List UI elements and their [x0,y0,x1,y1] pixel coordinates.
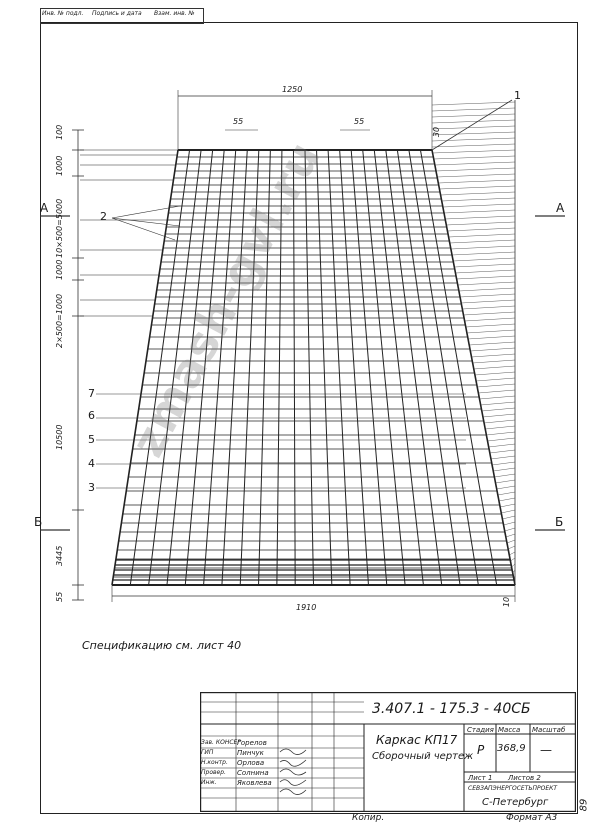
side-view-hatch [485,426,515,429]
dim-gap-left: 55 [233,117,244,126]
stamp-cell-2: Подпись и дата [92,10,142,17]
side-view-hatch [493,468,515,471]
side-view-hatch [443,204,515,207]
side-view-hatch [504,522,515,525]
dim-left-7: 3445 [55,545,64,566]
side-view-hatch [474,366,515,369]
side-view-hatch [471,354,515,357]
side-view-hatch [463,312,515,315]
side-view-hatch [437,174,515,177]
side-view-hatch [433,150,515,153]
side-view-hatch [506,534,515,537]
document-subtitle: Сборочный чертеж [372,751,474,762]
position-label-3: 3 [88,481,95,494]
role-2: ГИП [201,749,214,756]
side-view-hatch [436,168,515,171]
side-view-hatch [439,186,515,189]
side-view-hatch [450,240,515,243]
role-5: Инж. [201,779,217,786]
dim-left-2: 1000 [55,155,64,176]
side-view-hatch [509,552,515,555]
stage-value: Р [477,743,485,757]
side-view-hatch [498,492,515,495]
name-1: Горелов [237,739,267,747]
side-view-hatch [501,510,515,513]
side-view-hatch [459,288,515,291]
side-view-hatch [432,114,515,117]
name-2: Пинчук [237,749,264,757]
section-b-right: Б [555,515,564,529]
leader-2 [112,206,180,218]
dim-gap-right: 55 [354,117,365,126]
dim-edge-top: 30 [432,126,442,138]
side-view-hatch [432,144,515,147]
stamp-cell-1: Инв. № подл. [42,10,84,17]
dim-left-4: 1000 [55,259,64,280]
watermark: zmash-gvl.ru [120,132,332,466]
vertical-rod [432,150,515,585]
side-view-hatch [432,138,515,141]
side-view-hatch [442,198,515,201]
stamp-cell-3: Взам. инв. № [154,10,195,17]
format-label: Формат А3 [506,813,558,823]
side-view-hatch [452,252,515,255]
dim-left-6: 10500 [55,424,64,450]
vertical-rod [305,150,314,585]
side-view-hatch [438,180,515,183]
side-view-hatch [462,306,515,309]
side-view-hatch [435,162,515,165]
side-view-hatch [484,420,515,423]
section-b-left: Б [34,515,43,529]
side-view-hatch [488,438,515,441]
document-code: 3.407.1 - 175.3 - 40СБ [372,701,531,717]
vertical-rod [317,150,332,585]
stage-header: Стадия [467,726,494,734]
side-view-hatch [460,294,515,297]
dim-left-8: 55 [55,591,64,602]
side-view-hatch [477,384,515,387]
document-name: Каркас КП17 [376,733,458,747]
side-view-hatch [434,156,515,159]
role-4: Провер. [201,769,226,776]
section-a-left: А [40,201,49,215]
side-view-hatch [457,276,515,279]
side-view-hatch [478,390,515,393]
side-view-hatch [481,402,515,405]
vertical-rod [386,150,442,585]
vertical-rod [397,150,460,585]
role-1: Зав. КОНСЕР [201,739,241,746]
name-4: Солнина [237,769,269,777]
side-view-hatch [494,474,515,477]
side-view-hatch [491,456,515,459]
side-view-hatch [444,210,515,213]
side-view-hatch [480,396,515,399]
scale-value: — [540,743,552,757]
page-number: 89 [578,798,590,812]
side-view-hatch [466,324,515,327]
specification-note: Спецификацию см. лист 40 [82,639,242,652]
side-view-hatch [458,282,515,285]
position-label-5: 5 [88,433,95,446]
name-5: Яковлева [237,779,272,787]
side-view-hatch [490,450,515,453]
side-view-hatch [432,126,515,129]
scale-header: Масштаб [532,726,566,734]
side-view-hatch [505,528,515,531]
side-view-hatch [432,108,515,111]
side-view-hatch [468,336,515,339]
side-view-hatch [465,318,515,321]
side-view-hatch [475,372,515,375]
side-view-hatch [508,546,515,549]
dim-top-width: 1250 [282,85,303,94]
side-view-hatch [499,498,515,501]
side-view-hatch [489,444,515,447]
vertical-rod [340,150,369,585]
side-view-hatch [486,432,515,435]
side-view-hatch [451,246,515,249]
side-view-hatch [473,360,515,363]
side-view-hatch [467,330,515,333]
side-view-hatch [432,102,515,105]
side-view-hatch [449,234,515,237]
side-view-hatch [492,462,515,465]
side-view-hatch [432,132,515,135]
side-view-hatch [496,480,515,483]
side-view-hatch [445,216,515,219]
side-view-hatch [469,342,515,345]
position-label-2: 2 [100,210,107,223]
side-view-hatch [497,486,515,489]
position-label-4: 4 [88,457,95,470]
side-view-hatch [446,222,515,225]
side-view-hatch [510,558,515,561]
organization: СЕВЗАПЭНЕРГОСЕТЬПРОЕКТ [468,785,558,792]
dim-bottom-width: 1910 [296,603,317,612]
dim-left-1: 100 [55,124,64,140]
side-view-hatch [461,300,515,303]
side-view-hatch [441,192,515,195]
sheet-count: Листов 2 [508,774,541,782]
mass-value: 368,9 [497,743,526,754]
side-view-hatch [454,264,515,267]
side-view-hatch [447,228,515,231]
side-view-hatch [507,540,515,543]
name-3: Орлова [237,759,265,767]
role-3: Н.контр. [201,759,228,766]
side-view-hatch [455,270,515,273]
dim-left-5: 2×500=1000 [55,293,64,348]
position-label-6: 6 [88,409,95,422]
vertical-rod [328,150,350,585]
side-view-edge [432,100,512,150]
position-label-7: 7 [88,387,95,400]
side-view-hatch [502,516,515,519]
side-view-hatch [453,258,515,261]
side-view-hatch [470,348,515,351]
side-view-hatch [483,414,515,417]
dim-left-3: 10×500=5000 [55,198,64,258]
side-view-hatch [482,408,515,411]
position-label-1: 1 [514,89,521,102]
sheet-number: Лист 1 [468,774,493,782]
leader-2 [112,218,180,226]
side-view-hatch [476,378,515,381]
copied-label: Копир. [352,813,385,823]
dim-edge-bottom: 10 [502,596,512,608]
side-view-hatch [432,120,515,123]
mass-header: Масса [498,726,521,734]
city: С-Петербург [482,797,549,808]
side-view [432,100,515,585]
section-a-right: А [556,201,565,215]
vertical-rod [420,150,496,585]
side-view-hatch [500,504,515,507]
